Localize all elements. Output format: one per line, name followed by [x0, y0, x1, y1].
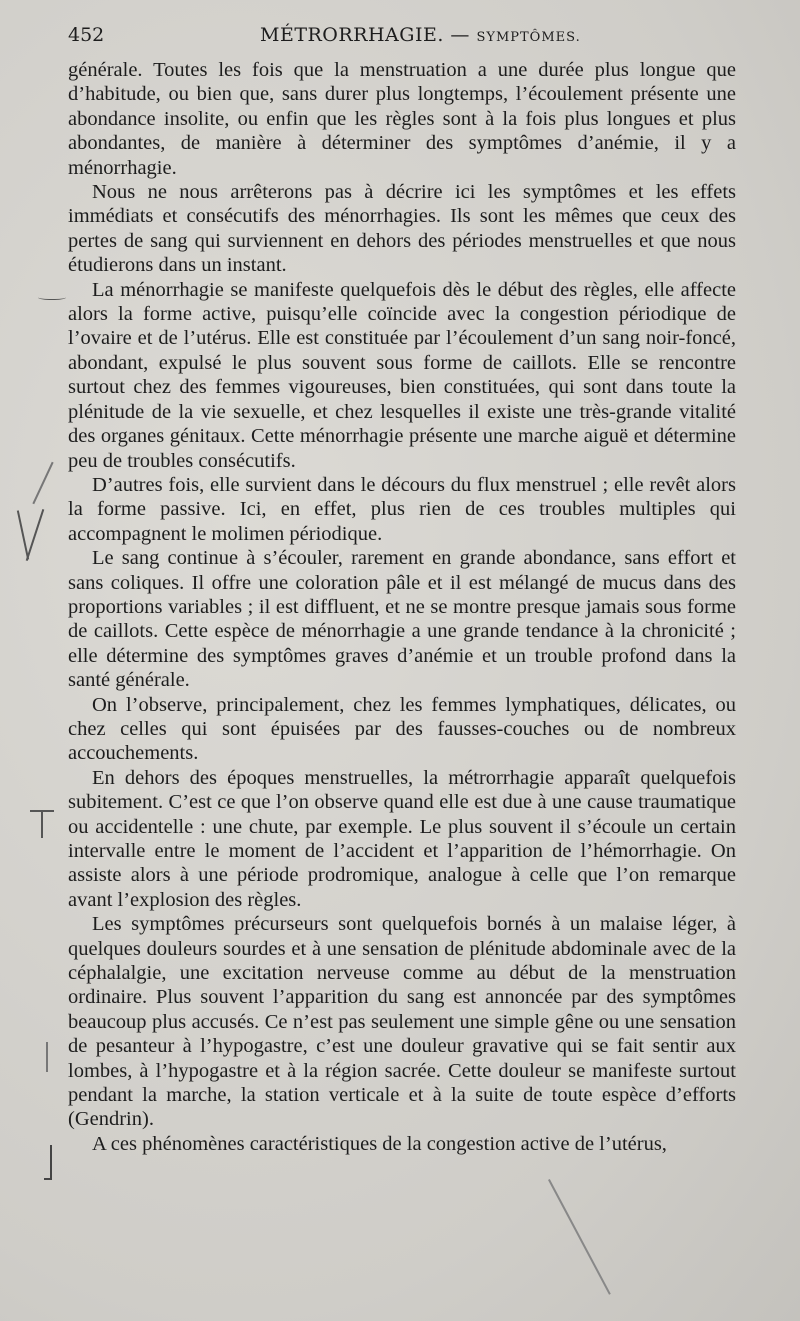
pencil-stroke	[548, 1179, 610, 1294]
paragraph: En dehors des époques menstruelles, la métrorrhagie apparaît quelquefois subitement. C’est ce que l’on observe quand elle est due à une cause traumatique ou accidentelle : une chute, par exemple. Le plus souvent il s’écoule un certain intervalle entre le moment de l’accident et l’apparition de l’hémorrhagie. On assiste alors à une période prodromique, analogue à celle que l’on remarque avant l’explosion des règles.	[68, 766, 736, 911]
paragraph: D’autres fois, elle survient dans le décours du flux menstruel ; elle revêt alors la forme passive. Ici, en effet, plus rien de ces troubles multiples qui accompagnent le molimen périodique.	[68, 473, 736, 545]
margin-pencil-mark	[32, 462, 53, 505]
body-text	[68, 58, 736, 1156]
paragraph: générale. Toutes les fois que la menstruation a une durée plus longue que d’habitude, ou bien que, sans durer plus longtemps, l’écoulement présente une abondance insolite, ou enfin que les règles sont à la fois plus longues et plus abondantes, de manière à déterminer des symptômes d’anémie, il y a ménorrhagie.	[68, 59, 736, 179]
margin-pencil-mark	[26, 509, 45, 561]
running-title-main: MÉTRORRHAGIE.	[260, 24, 444, 46]
page-number: 452	[68, 24, 105, 46]
running-title-sub: SYMPTÔMES.	[476, 30, 581, 45]
page-header	[68, 24, 768, 54]
running-title	[260, 24, 581, 46]
margin-pencil-mark	[38, 293, 66, 300]
paragraph: A ces phénomènes caractéristiques de la congestion active de l’utérus,	[92, 1132, 667, 1155]
paragraph: Le sang continue à s’écouler, rarement en grande abondance, sans effort et sans coliques. Il offre une coloration pâle et il est mélangé de mucus dans des proportions variables ; il est diffluent, et ne se montre presque jamais sous forme de caillots. Cette espèce de ménorrhagie a une grande tendance à la chronicité ; elle détermine des symptômes graves d’anémie et un trouble profond dans la santé générale.	[68, 547, 736, 692]
running-title-separator: —	[450, 24, 470, 46]
paragraph: La ménorrhagie se manifeste quelquefois dès le début des règles, elle affecte alors la forme active, puisqu’elle coïncide avec la congestion périodique de l’ovaire et de l’utérus. Elle est constituée par l’écoulement d’un sang noir-foncé, abondant, expulsé le plus souvent sous forme de caillots. Elle se rencontre surtout chez des femmes vigoureuses, bien constituées, qui sont dans toute la plénitude de la vie sexuelle, et chez lesquelles il existe une très-grande vitalité des organes génitaux. Cette ménorrhagie présente une marche aiguë et détermine peu de troubles consécutifs.	[68, 278, 736, 472]
paragraph: Les symptômes précurseurs sont quelquefois bornés à un malaise léger, à quelques douleurs sourdes et à une sensation de plénitude abdominale avec de la céphalalgie, une excitation nerveuse comme au début de la menstruation ordinaire. Plus souvent l’apparition du sang est annoncée par des symptômes beaucoup plus accusés. Ce n’est pas seulement une simple gêne ou une sensation de pesanteur à l’hypogastre, c’est une douleur gravative qui se fait sentir aux lombes, à l’hypogastre et à la région sacrée. Cette douleur se manifeste surtout pendant la marche, la station verticale et à la suite de toute espèce d’efforts (Gendrin).	[68, 913, 736, 1131]
paragraph: Nous ne nous arrêterons pas à décrire ici les symptômes et les effets immédiats et consécutifs des ménorrhagies. Ils sont les mêmes que ceux des pertes de sang qui surviennent en dehors des périodes menstruelles et que nous étudierons dans un instant.	[68, 181, 736, 277]
margin-pencil-mark	[44, 1178, 52, 1180]
margin-pencil-mark	[50, 1145, 52, 1179]
margin-pencil-mark	[41, 812, 43, 838]
paragraph: On l’observe, principalement, chez les femmes lymphatiques, délicates, ou chez celles qui sont épuisées par des fausses-couches ou de nombreux accouchements.	[68, 693, 736, 765]
margin-pencil-mark	[46, 1042, 48, 1072]
